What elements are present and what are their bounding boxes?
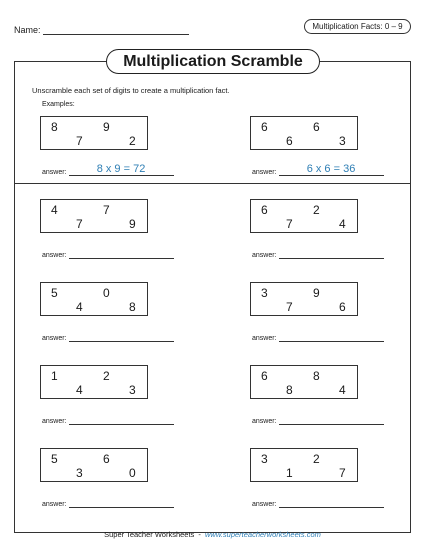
- digit: 8: [313, 369, 320, 383]
- digit: 4: [76, 383, 83, 397]
- digit: 0: [129, 466, 136, 480]
- answer-label: answer:: [252, 335, 277, 342]
- digit: 6: [261, 369, 268, 383]
- digit: 8: [51, 120, 58, 134]
- answer-line: [279, 163, 384, 176]
- answer-row: [42, 500, 174, 508]
- answer-field[interactable]: [69, 334, 174, 342]
- answer-label: answer:: [252, 418, 277, 425]
- example-answer-row: [42, 163, 174, 176]
- digit: 6: [339, 300, 346, 314]
- problem-digit-box: [40, 365, 148, 399]
- digit: 2: [129, 134, 136, 148]
- digit: 7: [286, 300, 293, 314]
- answer-field[interactable]: [279, 417, 384, 425]
- answer-row: [252, 251, 384, 259]
- problem-digit-box: [250, 199, 358, 233]
- digit: 6: [261, 203, 268, 217]
- digit: 3: [76, 466, 83, 480]
- digit: 2: [103, 369, 110, 383]
- example-answer: 8 x 9 = 72: [96, 163, 146, 175]
- examples-divider: [14, 183, 411, 184]
- answer-row: [42, 334, 174, 342]
- footer-separator: -: [198, 530, 201, 539]
- answer-line: [69, 163, 174, 176]
- digit: 4: [339, 217, 346, 231]
- footer: [0, 530, 425, 539]
- digit: 9: [103, 120, 110, 134]
- digit: 7: [76, 134, 83, 148]
- problem-digit-box: [250, 365, 358, 399]
- digit: 6: [313, 120, 320, 134]
- answer-field[interactable]: [69, 251, 174, 259]
- digit: 7: [286, 217, 293, 231]
- digit: 6: [261, 120, 268, 134]
- digit: 3: [339, 134, 346, 148]
- example-answer: 6 x 6 = 36: [306, 163, 356, 175]
- digit: 5: [51, 452, 58, 466]
- worksheet-title: Multiplication Scramble: [106, 49, 320, 74]
- name-label: Name:: [14, 25, 41, 35]
- answer-label: answer:: [42, 501, 67, 508]
- answer-row: [252, 500, 384, 508]
- answer-field[interactable]: [279, 334, 384, 342]
- topic-badge: Multiplication Facts: 0 – 9: [304, 19, 411, 34]
- digit: 4: [339, 383, 346, 397]
- example-digit-box: [250, 116, 358, 150]
- footer-url[interactable]: www.superteacherworksheets.com: [204, 530, 321, 539]
- answer-label: answer:: [252, 501, 277, 508]
- answer-field[interactable]: [69, 500, 174, 508]
- problem-digit-box: [40, 282, 148, 316]
- name-field[interactable]: [43, 26, 189, 35]
- digit: 1: [51, 369, 58, 383]
- digit: 0: [103, 286, 110, 300]
- answer-label: answer:: [42, 252, 67, 259]
- digit: 7: [103, 203, 110, 217]
- answer-field[interactable]: [279, 500, 384, 508]
- answer-label: answer:: [252, 252, 277, 259]
- digit: 3: [129, 383, 136, 397]
- digit: 3: [261, 452, 268, 466]
- instructions: Unscramble each set of digits to create a multiplication fact.: [32, 86, 230, 95]
- digit: 3: [261, 286, 268, 300]
- example-answer-row: [252, 163, 384, 176]
- digit: 4: [51, 203, 58, 217]
- digit: 7: [339, 466, 346, 480]
- problem-digit-box: [250, 282, 358, 316]
- digit: 9: [313, 286, 320, 300]
- answer-field[interactable]: [279, 251, 384, 259]
- digit: 6: [103, 452, 110, 466]
- answer-row: [252, 417, 384, 425]
- digit: 1: [286, 466, 293, 480]
- problem-digit-box: [40, 199, 148, 233]
- answer-field[interactable]: [69, 417, 174, 425]
- digit: 2: [313, 203, 320, 217]
- digit: 9: [129, 217, 136, 231]
- digit: 5: [51, 286, 58, 300]
- answer-row: [252, 334, 384, 342]
- answer-label: answer:: [42, 418, 67, 425]
- name-row: [14, 25, 189, 35]
- digit: 7: [76, 217, 83, 231]
- digit: 2: [313, 452, 320, 466]
- digit: 8: [129, 300, 136, 314]
- answer-label: answer:: [252, 169, 277, 176]
- answer-label: answer:: [42, 335, 67, 342]
- digit: 6: [286, 134, 293, 148]
- footer-brand: Super Teacher Worksheets: [104, 530, 195, 539]
- example-digit-box: [40, 116, 148, 150]
- examples-label: Examples:: [42, 101, 75, 108]
- problem-digit-box: [40, 448, 148, 482]
- problem-digit-box: [250, 448, 358, 482]
- digit: 8: [286, 383, 293, 397]
- answer-row: [42, 417, 174, 425]
- answer-row: [42, 251, 174, 259]
- digit: 4: [76, 300, 83, 314]
- answer-label: answer:: [42, 169, 67, 176]
